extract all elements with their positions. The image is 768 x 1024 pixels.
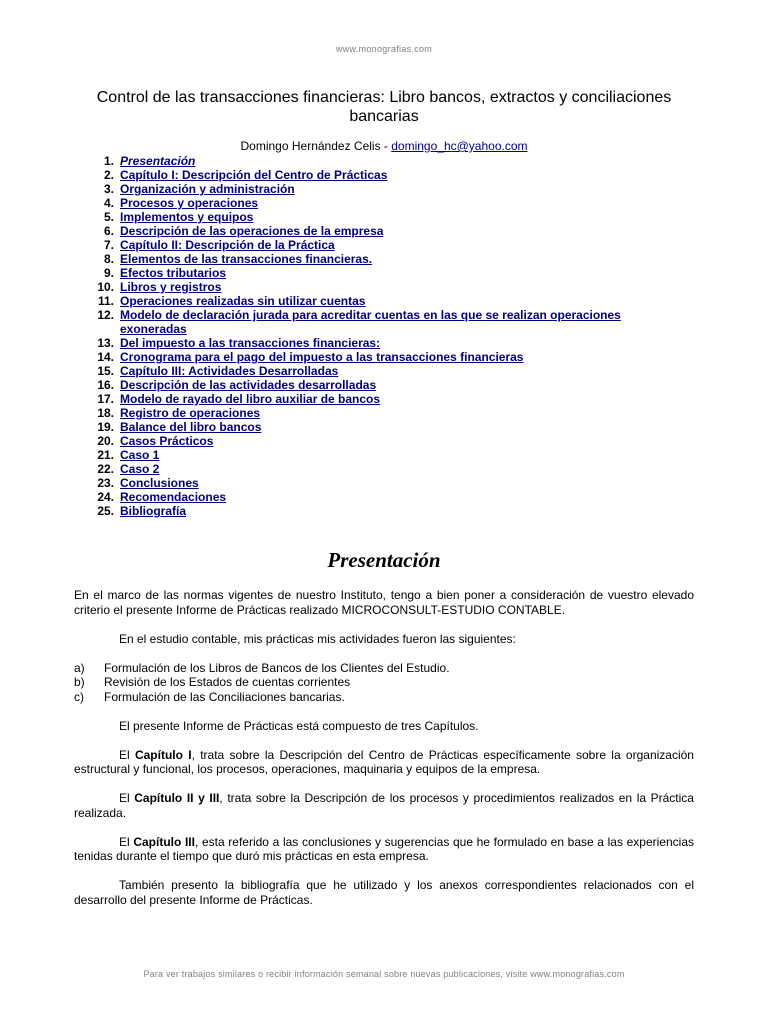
toc-number: 16. — [97, 378, 114, 392]
toc-number: 12. — [97, 308, 114, 322]
author-line — [0, 139, 768, 153]
toc-number: 11. — [97, 294, 114, 308]
toc-item — [88, 154, 688, 168]
toc-item — [88, 308, 688, 336]
toc-number: 19. — [97, 420, 114, 434]
toc-number: 1. — [103, 154, 114, 168]
toc-item — [88, 476, 688, 490]
toc-item — [88, 210, 688, 224]
paragraph: El presente Informe de Prácticas está compuesto de tres Capítulos. — [119, 718, 479, 733]
list-text: Revisión de los Estados de cuentas corrientes — [104, 675, 351, 689]
toc-link[interactable]: Libros y registros — [120, 280, 222, 294]
toc-number: 14. — [97, 350, 114, 364]
toc-number: 25. — [97, 504, 114, 518]
paragraph: También presento la bibliografía que he utilizado y los anexos correspondientes relacionados con el desarrollo del presente Informe de Prácticas. — [74, 878, 694, 907]
toc-item — [88, 462, 688, 476]
toc-link[interactable]: Caso 2 — [120, 462, 160, 476]
toc-item — [88, 420, 688, 434]
toc-link[interactable]: Caso 1 — [120, 448, 160, 462]
toc-number: 22. — [97, 462, 114, 476]
toc-item — [88, 168, 688, 182]
toc-link[interactable]: Conclusiones — [120, 476, 199, 490]
toc-link[interactable]: Efectos tributarios — [120, 266, 227, 280]
toc-number: 8. — [103, 252, 114, 266]
toc-number: 15. — [97, 364, 114, 378]
toc-number: 5. — [103, 210, 114, 224]
table-of-contents — [88, 154, 688, 518]
toc-number: 24. — [97, 490, 114, 504]
toc-link[interactable]: Bibliografía — [120, 504, 187, 518]
paragraph: En el marco de las normas vigentes de nuestro Instituto, tengo a bien poner a consideración de vuestro elevado criterio el presente Informe de Prácticas realizado MICROCONSULT-ESTUDIO CONTABLE. — [74, 588, 694, 617]
toc-link[interactable]: Operaciones realizadas sin utilizar cuentas — [120, 294, 366, 308]
toc-number: 23. — [97, 476, 114, 490]
toc-item — [88, 252, 688, 266]
paragraph — [74, 835, 694, 864]
toc-number: 10. — [97, 280, 114, 294]
toc-item — [88, 182, 688, 196]
toc-number: 18. — [97, 406, 114, 420]
toc-item — [88, 504, 688, 518]
toc-link[interactable]: Implementos y equipos — [120, 210, 254, 224]
toc-item — [88, 448, 688, 462]
toc-item — [88, 364, 688, 378]
paragraph — [74, 791, 694, 820]
toc-link[interactable]: Modelo de declaración jurada para acreditar cuentas en las que se realizan operaciones exoneradas — [120, 308, 621, 336]
toc-link[interactable]: Organización y administración — [120, 182, 295, 196]
toc-number: 4. — [103, 196, 114, 210]
toc-link[interactable]: Procesos y operaciones — [120, 196, 259, 210]
text-run: , trata sobre la Descripción del Centro de Prácticas específicamente sobre la organización estructural y funcional, los procesos, operaciones, maquinaria y equipos de la empresa. — [74, 747, 694, 776]
list-item — [74, 675, 694, 690]
bold-text: Capítulo II y III — [134, 791, 220, 805]
text-run: El — [119, 834, 134, 849]
toc-link[interactable]: Descripción de las operaciones de la empresa — [120, 224, 384, 238]
toc-number: 7. — [103, 238, 114, 252]
toc-item — [88, 434, 688, 448]
toc-number: 20. — [97, 434, 114, 448]
toc-link[interactable]: Cronograma para el pago del impuesto a las transacciones financieras — [120, 350, 524, 364]
toc-item — [88, 378, 688, 392]
toc-item — [88, 336, 688, 350]
toc-link[interactable]: Presentación — [120, 154, 196, 168]
toc-link[interactable]: Balance del libro bancos — [120, 420, 262, 434]
bold-text: Capítulo III — [133, 834, 195, 849]
toc-number: 9. — [103, 266, 114, 280]
toc-number: 13. — [97, 336, 114, 350]
list-item — [74, 661, 694, 676]
text-run: El — [119, 747, 135, 762]
toc-item — [88, 406, 688, 420]
toc-link[interactable]: Casos Prácticos — [120, 434, 214, 448]
toc-link[interactable]: Registro de operaciones — [120, 406, 261, 420]
toc-link[interactable]: Modelo de rayado del libro auxiliar de bancos — [120, 392, 381, 406]
text-run: , trata sobre la Descripción de los procesos y procedimientos realizados en la Práctica realizada. — [74, 791, 694, 820]
toc-item — [88, 392, 688, 406]
list-marker: b) — [74, 675, 85, 689]
section-heading: Presentación — [327, 548, 441, 572]
toc-link[interactable]: Recomendaciones — [120, 490, 227, 504]
toc-number: 3. — [103, 182, 114, 196]
toc-item — [88, 238, 688, 252]
header-url: www.monografias.com — [335, 44, 433, 54]
list-marker: a) — [74, 660, 85, 675]
text-run: , esta referido a las conclusiones y sugerencias que he formulado en base a las experiencias tenidas durante el tiempo que duró mis prácticas en esta empresa. — [74, 834, 694, 863]
paragraph: En el estudio contable, mis prácticas mis actividades fueron las siguientes: — [119, 631, 516, 646]
toc-item — [88, 196, 688, 210]
toc-item — [88, 294, 688, 308]
paragraph — [74, 748, 694, 777]
author-email-link[interactable]: domingo_hc@yahoo.com — [391, 139, 528, 153]
toc-link[interactable]: Del impuesto a las transacciones financieras: — [120, 336, 381, 350]
toc-item — [88, 266, 688, 280]
toc-item — [88, 350, 688, 364]
author-name: Domingo Hernández Celis - — [240, 139, 392, 153]
activity-list — [74, 661, 694, 705]
text-run: El — [119, 791, 135, 805]
list-text: Formulación de los Libros de Bancos de los Clientes del Estudio. — [104, 660, 450, 675]
list-text: Formulación de las Conciliaciones bancarias. — [104, 689, 345, 704]
list-item — [74, 690, 694, 705]
list-marker: c) — [74, 689, 84, 704]
toc-number: 17. — [97, 392, 114, 406]
toc-link[interactable]: Elementos de las transacciones financieras. — [120, 252, 373, 266]
toc-number: 2. — [103, 168, 114, 182]
footer-text: Para ver trabajos similares o recibir información semanal sobre nuevas publicaciones, visite www.monografias.com — [143, 969, 625, 979]
section-body — [74, 588, 694, 922]
toc-link[interactable]: Descripción de las actividades desarrolladas — [120, 378, 377, 392]
toc-number: 21. — [97, 448, 114, 462]
toc-link[interactable]: Capítulo I: Descripción del Centro de Prácticas — [120, 168, 388, 182]
toc-item — [88, 280, 688, 294]
document-title: Control de las transacciones financieras: Libro bancos, extractos y conciliaciones bancarias — [96, 89, 672, 125]
bold-text: Capítulo I — [134, 747, 192, 762]
toc-number: 6. — [103, 224, 114, 238]
toc-item — [88, 224, 688, 238]
toc-link[interactable]: Capítulo II: Descripción de la Práctica — [120, 238, 335, 252]
toc-link[interactable]: Capítulo III: Actividades Desarrolladas — [120, 364, 339, 378]
toc-item — [88, 490, 688, 504]
